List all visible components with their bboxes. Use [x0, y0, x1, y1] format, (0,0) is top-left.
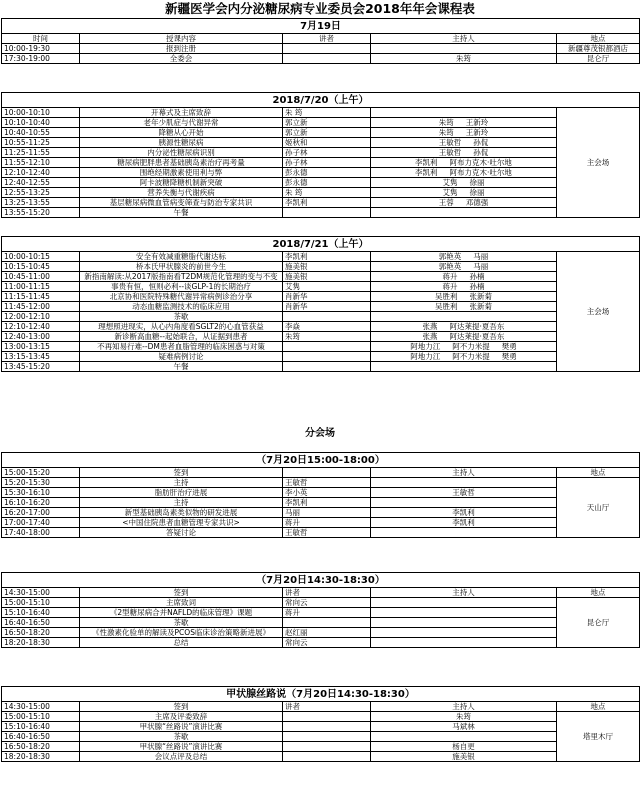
table-row — [2, 598, 640, 608]
content-cell: 事贵有恒，恒则必利--谈GLP-1的长期治疗 — [80, 282, 283, 292]
time-cell: 10:55-11:25 — [2, 138, 80, 148]
speaker-cell: 王敏哲 — [283, 528, 371, 538]
table-row — [2, 752, 640, 762]
speaker-cell: 蒋升 — [283, 518, 371, 528]
host-name: 马丽 — [473, 251, 489, 261]
host-cell — [371, 138, 557, 148]
speaker-cell — [283, 208, 371, 218]
speaker-cell: 姬秋和 — [283, 138, 371, 148]
table-row — [2, 362, 640, 372]
schedule-table — [1, 18, 640, 64]
speaker-cell: 讲者 — [283, 588, 371, 598]
host-name: 孙侃 — [473, 137, 489, 147]
time-cell: 13:25-13:55 — [2, 198, 80, 208]
host-name: 王新玲 — [465, 127, 489, 137]
table-row — [2, 732, 640, 742]
speaker-cell: 艾隽 — [283, 282, 371, 292]
time-cell: 12:10-12:40 — [2, 168, 80, 178]
time-cell: 18:20-18:30 — [2, 752, 80, 762]
time-cell: 11:45-12:00 — [2, 302, 80, 312]
schedule-table — [1, 572, 640, 648]
content-cell: 新指南解读:从2017版指南看T2DM规范化管理的变与不变 — [80, 272, 283, 282]
venue-cell: 天山厅 — [557, 478, 640, 538]
time-cell: 13:55-15:20 — [2, 208, 80, 218]
content-cell: 午餐 — [80, 362, 283, 372]
speaker-cell: 李凯利 — [283, 498, 371, 508]
content-cell: 疑难病例讨论 — [80, 352, 283, 362]
host-name: 阿不力米提 — [452, 351, 490, 361]
speaker-cell: 朱 筠 — [283, 108, 371, 118]
page-title: 新疆医学会内分泌糖尿病专业委员会2018年年会课程表 — [165, 1, 475, 16]
table-row — [2, 468, 640, 478]
host-name: 樊勇 — [501, 341, 517, 351]
venue-cell: 昆仑厅 — [557, 54, 640, 64]
schedule-table — [1, 236, 640, 372]
host-cell — [371, 198, 557, 208]
host-cell — [371, 208, 557, 218]
host-name: 王敏哲 — [452, 487, 475, 497]
time-cell: 12:55-13:25 — [2, 188, 80, 198]
venue-cell: 塔里木厅 — [557, 712, 640, 762]
host-name: 郭艳英 — [438, 261, 462, 271]
table-row — [2, 118, 640, 128]
host-cell — [371, 628, 557, 638]
speaker-cell: 赵红丽 — [283, 628, 371, 638]
time-cell: 12:10-12:40 — [2, 322, 80, 332]
host-cell — [371, 488, 557, 498]
time-cell: 16:50-18:20 — [2, 742, 80, 752]
speaker-cell — [283, 712, 371, 722]
content-cell: 动态血糖监测技术的临床应用 — [80, 302, 283, 312]
time-cell: 10:00-10:10 — [2, 108, 80, 118]
content-cell: 报到注册 — [80, 44, 283, 54]
host-cell — [371, 742, 557, 752]
host-cell — [371, 292, 557, 302]
table-row — [2, 108, 640, 118]
speaker-cell: 李凯利 — [283, 198, 371, 208]
host-name: 朱筠 — [456, 711, 471, 721]
speaker-cell: 蒋升 — [283, 608, 371, 618]
host-name: 李凯利 — [452, 517, 475, 527]
speaker-cell — [283, 742, 371, 752]
host-cell — [371, 712, 557, 722]
speaker-cell: 李小英 — [283, 488, 371, 498]
host-cell — [371, 732, 557, 742]
host-cell — [371, 722, 557, 732]
venue-cell: 昆仑厅 — [557, 598, 640, 648]
table-row — [2, 312, 640, 322]
content-cell: 签到 — [80, 468, 283, 478]
content-cell: 脂肪肝治疗进展 — [80, 488, 283, 498]
host-name: 吴胜利 — [435, 301, 458, 311]
header-speaker: 讲者 — [283, 34, 371, 44]
time-cell: 13:45-15:20 — [2, 362, 80, 372]
content-cell: 桥本氏甲状腺炎的前世今生 — [80, 262, 283, 272]
table-row — [2, 44, 640, 54]
content-cell: 营养失衡与代谢疾病 — [80, 188, 283, 198]
host-name: 朱筠 — [456, 53, 471, 63]
table-row — [2, 262, 640, 272]
host-name: 阿布力克木·吐尔地 — [449, 157, 512, 167]
table-row — [2, 208, 640, 218]
header-host: 主持人 — [371, 702, 557, 712]
branch-heading: （7月20日15:00-18:00） — [2, 453, 640, 468]
table-row — [2, 302, 640, 312]
time-cell: 10:00-10:15 — [2, 252, 80, 262]
host-name: 吴胜利 — [435, 291, 458, 301]
speaker-cell — [283, 732, 371, 742]
speaker-cell: 讲者 — [283, 702, 371, 712]
content-cell: <中国住院患者血糖管理专家共识> — [80, 518, 283, 528]
content-cell: 《性激素化验单的解读及PCOS临床诊治策略新进展》 — [80, 628, 283, 638]
host-name: 蒋升 — [442, 271, 458, 281]
host-name: 张新菊 — [469, 291, 492, 301]
host-name: 张燕 — [422, 331, 438, 341]
host-name: 朱筠 — [438, 127, 454, 137]
host-name: 阿布力克木·吐尔地 — [449, 167, 512, 177]
host-cell — [371, 638, 557, 648]
content-cell: 主持 — [80, 498, 283, 508]
time-cell: 12:00-12:10 — [2, 312, 80, 322]
time-cell: 16:40-16:50 — [2, 732, 80, 742]
time-cell: 17:00-17:40 — [2, 518, 80, 528]
host-name: 张新菊 — [469, 301, 492, 311]
host-cell — [371, 44, 557, 54]
time-cell: 18:20-18:30 — [2, 638, 80, 648]
host-name: 阿不力米提 — [452, 341, 490, 351]
table-row — [2, 272, 640, 282]
content-cell: 全委会 — [80, 54, 283, 64]
host-name: 孙侃 — [473, 147, 489, 157]
speaker-cell: 朱筠 — [283, 332, 371, 342]
time-cell: 15:20-15:30 — [2, 478, 80, 488]
header-venue: 地点 — [557, 588, 640, 598]
speaker-cell: 李焱 — [283, 322, 371, 332]
host-cell — [371, 498, 557, 508]
speaker-cell: 彭永德 — [283, 168, 371, 178]
header-venue: 地点 — [557, 468, 640, 478]
host-cell — [371, 752, 557, 762]
speaker-cell: 郭立新 — [283, 118, 371, 128]
content-cell: 甲状腺“丝路说”演讲比赛 — [80, 742, 283, 752]
host-cell — [371, 108, 557, 118]
content-cell: 午餐 — [80, 208, 283, 218]
host-cell — [371, 518, 557, 528]
time-cell: 16:50-18:20 — [2, 628, 80, 638]
host-cell — [371, 352, 557, 362]
header-venue: 地点 — [557, 702, 640, 712]
host-name: 阿地力江 — [410, 351, 441, 361]
table-row — [2, 352, 640, 362]
host-name: 邓德强 — [465, 197, 489, 207]
time-cell: 15:00-15:10 — [2, 712, 80, 722]
host-cell — [371, 478, 557, 488]
content-cell: 签到 — [80, 588, 283, 598]
content-cell: 新型基础胰岛素类似物的研发进展 — [80, 508, 283, 518]
host-cell — [371, 598, 557, 608]
speaker-cell — [283, 618, 371, 628]
content-cell: 答疑讨论 — [80, 528, 283, 538]
time-cell: 13:00-13:15 — [2, 342, 80, 352]
table-row — [2, 128, 640, 138]
content-cell: 新诊断高血糖--起始联合，从证据到患者 — [80, 332, 283, 342]
content-cell: 甲状腺“丝路说”演讲比赛 — [80, 722, 283, 732]
table-row — [2, 282, 640, 292]
table-row — [2, 628, 640, 638]
host-cell — [371, 54, 557, 64]
table-row — [2, 498, 640, 508]
content-cell: 主席及评委致辞 — [80, 712, 283, 722]
table-row — [2, 508, 640, 518]
host-name: 李凯利 — [452, 507, 475, 517]
table-row — [2, 618, 640, 628]
content-cell: 会议点评及总结 — [80, 752, 283, 762]
content-cell: 老年少肌症与代谢异常 — [80, 118, 283, 128]
content-cell: 北京协和医院特殊糖代谢异常病例诊治分享 — [80, 292, 283, 302]
time-cell: 12:40-12:55 — [2, 178, 80, 188]
host-cell — [371, 188, 557, 198]
host-name: 徐丽 — [469, 187, 485, 197]
table-row — [2, 342, 640, 352]
host-name: 阿达莱提·夏吾东 — [449, 321, 505, 331]
host-name: 郭艳英 — [438, 251, 462, 261]
table-row — [2, 198, 640, 208]
content-cell: 安全有效减重糖脂代谢达标 — [80, 252, 283, 262]
time-cell: 15:10-16:40 — [2, 608, 80, 618]
table-row — [2, 488, 640, 498]
content-cell: 阿卡波糖降糖机制新突破 — [80, 178, 283, 188]
table-row — [2, 478, 640, 488]
table-row — [2, 322, 640, 332]
speaker-cell: 施美银 — [283, 272, 371, 282]
speaker-cell: 王敏哲 — [283, 478, 371, 488]
host-name: 施美银 — [452, 751, 475, 761]
content-cell: 基层糖尿病微血管病变筛查与防治专家共识 — [80, 198, 283, 208]
host-cell — [371, 312, 557, 322]
content-cell: 主席致词 — [80, 598, 283, 608]
schedule-table — [1, 686, 640, 762]
host-name: 李凯利 — [415, 167, 438, 177]
speaker-cell — [283, 54, 371, 64]
host-name: 王敏哲 — [438, 137, 462, 147]
schedule-table — [1, 92, 640, 218]
host-name: 王蓉 — [438, 197, 454, 207]
content-cell: 不再知易行难--DM患者血脂管理的临床困惑与对策 — [80, 342, 283, 352]
content-cell: 围绝经期激素使用利与弊 — [80, 168, 283, 178]
table-row — [2, 608, 640, 618]
speaker-cell: 孙子林 — [283, 148, 371, 158]
section-heading: 7月19日 — [2, 19, 640, 34]
host-cell — [371, 362, 557, 372]
time-cell: 11:00-11:15 — [2, 282, 80, 292]
host-cell — [371, 118, 557, 128]
branch-heading: 甲状腺丝路说（7月20日14:30-18:30） — [2, 687, 640, 702]
host-name: 张燕 — [422, 321, 438, 331]
host-cell — [371, 168, 557, 178]
content-cell: 茶歇 — [80, 312, 283, 322]
host-cell — [371, 608, 557, 618]
venue-cell: 主会场 — [557, 252, 640, 372]
table-row — [2, 588, 640, 598]
speaker-cell — [283, 342, 371, 352]
host-name: 孙楠 — [469, 281, 485, 291]
host-name: 杨自更 — [452, 741, 475, 751]
time-cell: 10:00-19:30 — [2, 44, 80, 54]
time-cell: 15:10-16:40 — [2, 722, 80, 732]
time-cell: 17:40-18:00 — [2, 528, 80, 538]
host-name: 艾隽 — [442, 177, 458, 187]
host-name: 李凯利 — [415, 157, 438, 167]
host-name: 王新玲 — [465, 117, 489, 127]
content-cell: 理想照进现实，从心内角度看SGLT2的心血管获益 — [80, 322, 283, 332]
speaker-cell — [283, 44, 371, 54]
table-row — [2, 638, 640, 648]
table-row — [2, 712, 640, 722]
host-cell — [371, 528, 557, 538]
speaker-cell — [283, 362, 371, 372]
header-venue: 地点 — [557, 34, 640, 44]
speaker-cell: 朱 筠 — [283, 188, 371, 198]
host-cell — [371, 618, 557, 628]
table-row — [2, 158, 640, 168]
time-cell: 14:30-15:00 — [2, 702, 80, 712]
time-cell: 16:20-17:00 — [2, 508, 80, 518]
speaker-cell — [283, 468, 371, 478]
time-cell: 16:10-16:20 — [2, 498, 80, 508]
host-cell — [371, 282, 557, 292]
table-row — [2, 148, 640, 158]
speaker-cell: 肖新华 — [283, 302, 371, 312]
speaker-cell — [283, 752, 371, 762]
speaker-cell: 李凯利 — [283, 252, 371, 262]
host-name: 马丽 — [473, 261, 489, 271]
header-host: 主持人 — [371, 588, 557, 598]
content-cell: 茶歇 — [80, 732, 283, 742]
host-name: 王敏哲 — [438, 147, 462, 157]
speaker-cell: 马丽 — [283, 508, 371, 518]
table-row — [2, 168, 640, 178]
header-host: 主持人 — [371, 468, 557, 478]
host-cell — [371, 148, 557, 158]
host-name: 艾隽 — [442, 187, 458, 197]
time-cell: 11:15-11:45 — [2, 292, 80, 302]
time-cell: 14:30-15:00 — [2, 588, 80, 598]
table-row — [2, 54, 640, 64]
table-row — [2, 138, 640, 148]
content-cell: 开幕式及主席致辞 — [80, 108, 283, 118]
speaker-cell — [283, 722, 371, 732]
speaker-cell: 彭永德 — [283, 178, 371, 188]
speaker-cell: 肖新华 — [283, 292, 371, 302]
time-cell: 15:30-16:10 — [2, 488, 80, 498]
content-cell: 胰源性糖尿病 — [80, 138, 283, 148]
table-row — [2, 292, 640, 302]
header-host: 主持人 — [371, 34, 557, 44]
host-name: 阿达莱提·夏吾东 — [449, 331, 505, 341]
header-time: 时间 — [2, 34, 80, 44]
host-name: 孙楠 — [469, 271, 485, 281]
time-cell: 15:00-15:10 — [2, 598, 80, 608]
venue-cell: 主会场 — [557, 108, 640, 218]
speaker-cell: 郭立新 — [283, 128, 371, 138]
content-cell: 总结 — [80, 638, 283, 648]
speaker-cell — [283, 312, 371, 322]
table-row — [2, 188, 640, 198]
time-cell: 10:15-10:45 — [2, 262, 80, 272]
time-cell: 15:00-15:20 — [2, 468, 80, 478]
time-cell: 10:45-11:00 — [2, 272, 80, 282]
host-cell — [371, 508, 557, 518]
host-cell — [371, 262, 557, 272]
header-content: 授课内容 — [80, 34, 283, 44]
table-row — [2, 742, 640, 752]
time-cell: 11:55-12:10 — [2, 158, 80, 168]
table-row — [2, 332, 640, 342]
host-name: 蒋升 — [442, 281, 458, 291]
host-cell — [371, 252, 557, 262]
content-cell: 主持 — [80, 478, 283, 488]
speaker-cell: 常向云 — [283, 598, 371, 608]
table-row — [2, 252, 640, 262]
section-heading: 2018/7/20（上午） — [2, 93, 640, 108]
host-cell — [371, 158, 557, 168]
content-cell: 糖尿病肥胖患者基础胰岛素治疗再考量 — [80, 158, 283, 168]
branch-heading: （7月20日14:30-18:30） — [2, 573, 640, 588]
time-cell: 17:30-19:00 — [2, 54, 80, 64]
host-cell — [371, 302, 557, 312]
host-name: 马斌林 — [452, 721, 475, 731]
host-cell — [371, 322, 557, 332]
content-cell: 茶歇 — [80, 618, 283, 628]
content-cell: 内分泌性糖尿病识别 — [80, 148, 283, 158]
speaker-cell: 施美银 — [283, 262, 371, 272]
time-cell: 12:40-13:00 — [2, 332, 80, 342]
time-cell: 10:10-10:40 — [2, 118, 80, 128]
section-heading: 2018/7/21（上午） — [2, 237, 640, 252]
content-cell: 签到 — [80, 702, 283, 712]
host-cell — [371, 178, 557, 188]
speaker-cell — [283, 352, 371, 362]
content-cell: 《2型糖尿病合并NAFLD的临床管理》课题 — [80, 608, 283, 618]
host-cell — [371, 342, 557, 352]
host-name: 朱筠 — [438, 117, 454, 127]
time-cell: 11:25-11:55 — [2, 148, 80, 158]
host-cell — [371, 332, 557, 342]
host-name: 阿地力江 — [410, 341, 441, 351]
speaker-cell: 孙子林 — [283, 158, 371, 168]
table-row — [2, 178, 640, 188]
venue-cell: 新疆尊茂银都酒店 — [557, 44, 640, 54]
time-cell: 13:15-13:45 — [2, 352, 80, 362]
table-row — [2, 722, 640, 732]
table-row — [2, 702, 640, 712]
host-name: 樊勇 — [501, 351, 517, 361]
schedule-table — [1, 452, 640, 538]
host-name: 徐丽 — [469, 177, 485, 187]
branch-banner: 分会场 — [305, 428, 335, 439]
table-row — [2, 528, 640, 538]
table-row — [2, 518, 640, 528]
host-cell — [371, 128, 557, 138]
speaker-cell: 常向云 — [283, 638, 371, 648]
content-cell: 降糖从心开始 — [80, 128, 283, 138]
time-cell: 16:40-16:50 — [2, 618, 80, 628]
time-cell: 10:40-10:55 — [2, 128, 80, 138]
host-cell — [371, 272, 557, 282]
